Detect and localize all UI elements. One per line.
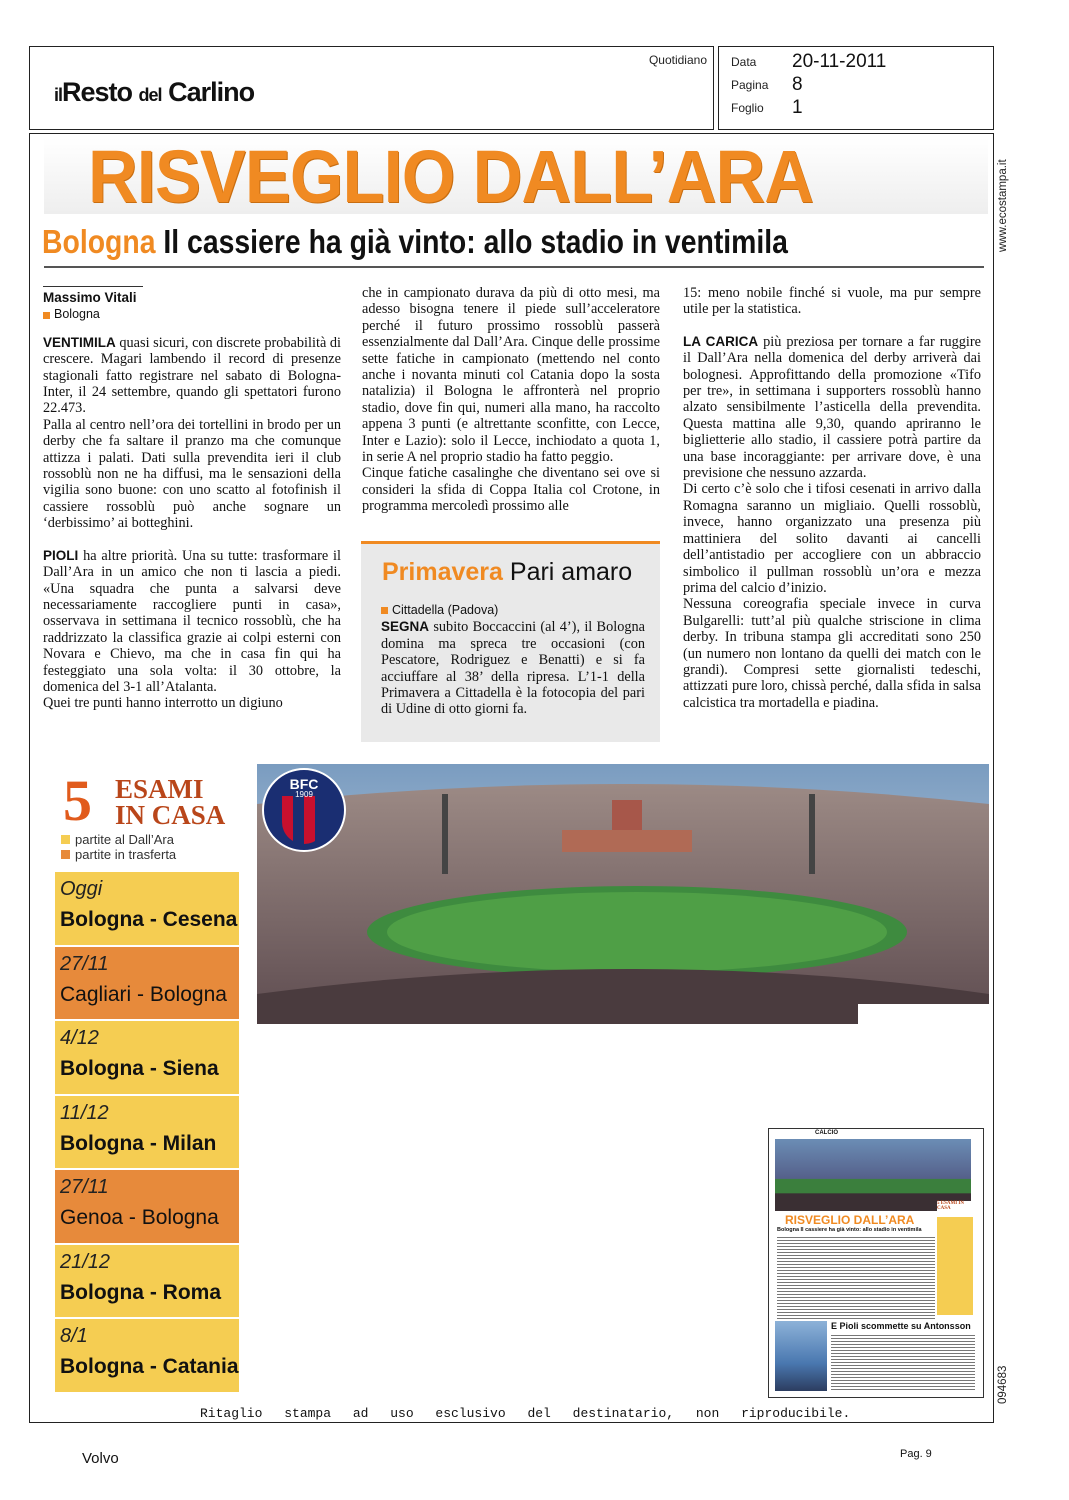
subheadline: Bologna Il cassiere ha già vinto: allo stadio in ventimila (42, 223, 788, 260)
paragraph: LA CARICA più preziosa per tornare a far ruggire il Dall’Ara nella domenica del derby arriverà dai bolognesi. Approfittando della promozione «Tifo per tre», in settimana i supporters rossoblù hanno alzato sensibilmente l’asticella della prevendita. Questa mattina alle 9,30, quando apriranno le biglietterie allo stadio, il cassiere potrà partire da una base incoraggiante: per arrivare dove, è una previsione che nessuno azzarda. (683, 333, 981, 482)
fixture-date: 11/12 (60, 1101, 109, 1124)
badge-letters: BFC (289, 776, 319, 792)
fixture-row (55, 1319, 239, 1392)
author-rule (43, 286, 143, 287)
page-value: 8 (792, 74, 803, 95)
fixture-teams: Bologna - Catania (60, 1355, 239, 1378)
paragraph: PIOLI ha altre priorità. Una su tutte: trasformare il Dall’Ara in un amico che non ti lascia a piedi. «Una squadra che punta a salvarsi deve necessariamente raccogliere punti in casa», osservava in settimana il tecnico rossoblù, che ha raddrizzato la classifica grazie ai colpi esterni con Novara e Chievo, ma che in casa fin qui ha festeggiato una sola volta: il 30 ottobre, la domenica del 3-1 all’Atalanta. (43, 547, 342, 695)
fixture-teams: Bologna - Milan (60, 1131, 217, 1155)
legend-home: partite al Dall’Ara (61, 832, 174, 847)
thumb-section: CALCIO (815, 1130, 838, 1136)
paragraph: VENTIMILA quasi sicuri, con discrete probabilità di crescere. Magari lambendo il record di presenze stagionali fatto registrare nel sabato di Bologna-Inter, il 24 settembre, quando gli spettatori furono 22.473. (43, 334, 342, 417)
badge-year: 1909 (295, 790, 313, 799)
fixtures-title-2: IN CASA (115, 800, 226, 830)
fixture-date: 21/12 (60, 1250, 111, 1273)
newspaper-logo: ilResto del Carlino (54, 77, 255, 107)
fixtures-title-1: ESAMI (115, 774, 204, 804)
author: Massimo Vitali (43, 290, 137, 305)
badge-shield (282, 796, 326, 844)
fixture-row (55, 872, 239, 945)
clip-code: 094683 (997, 1365, 1009, 1404)
bullet-square-icon (43, 312, 50, 319)
paragraph: 15: meno nobile finché si vuole, ma pur sempre utile per la statistica. (683, 285, 981, 318)
legend-away-swatch (61, 850, 70, 859)
fixture-row (55, 1245, 239, 1318)
paragraph: Di certo c’è solo che i tifosi cesenati in arrivo dalla Romagna saranno un migliaio. Quelli rossoblù, invece, hanno organizzato una presenza più mattiniera del solito davanti ai cancelli dell’antistadio per accogliere con un abbraccio simbolico il pullman rossoblù un’ora e mezza prima del calcio d’inizio. (683, 481, 981, 596)
thumb-headline: RISVEGLIO DALL’ARA (785, 1213, 915, 1227)
legend-away: partite in trasferta (61, 847, 176, 862)
page-label: Pagina (731, 78, 769, 92)
thumb-box-title: 5 ESAMI IN CASA (937, 1201, 964, 1211)
fixtures-box (53, 768, 246, 1400)
stadium-photo (257, 764, 989, 1024)
page-thumbnail (768, 1128, 984, 1398)
sheet-value: 1 (792, 97, 803, 118)
publication-type: Quotidiano (648, 53, 707, 67)
fixture-date: 4/12 (60, 1027, 99, 1049)
dateline: Bologna (43, 306, 341, 322)
article-column-2 (362, 285, 660, 515)
primavera-title: Primavera Pari amaro (382, 558, 633, 586)
thumb-fixtures (937, 1201, 973, 1315)
fixture-row (55, 1021, 239, 1094)
primavera-dateline: Cittadella (Padova) (381, 602, 645, 618)
paragraph: Palla al centro nell’ora dei tortellini in brodo per un derby che fa saltare il pranzo ma che comunque attizza i palati. Dati sulla prevendita ieri il club rossoblù non ne ha diffusi, ma le sensazioni della vigilia sono buone: con uno scatto al fotofinish il cassiere rossoblù può anche sognare un ‘derbissimo’ ai botteghini. (43, 416, 341, 532)
fixture-teams: Bologna - Cesena (60, 908, 238, 931)
headline-rule (44, 266, 984, 268)
paragraph: Quei tre punti hanno interrotto un digiuno (43, 695, 283, 712)
fixture-teams: Cagliari - Bologna (60, 982, 227, 1006)
site-watermark: www.ecostampa.it (997, 159, 1009, 252)
thumb-second-title: E Pioli scommette su Antonsson (831, 1321, 971, 1331)
page-number: Pag. 9 (900, 1448, 932, 1460)
header-left-box (29, 46, 714, 130)
stadium-illustration (257, 764, 989, 1024)
fixture-teams: Bologna - Roma (60, 1280, 221, 1304)
bfc-badge (262, 768, 346, 852)
thumb-subhead: Bologna Il cassiere ha già vinto: allo stadio in ventimila (777, 1227, 922, 1233)
paragraph: SEGNA subito Boccaccini (al 4’), il Bologna domina ma spreca tre occasioni (con Pescatore, Rodriguez e Benatti) e si fa acciuffare al 38’ della ripresa. L’1-1 della Primavera a Cittadella è la fotocopia del pari di Udine di otto giorni fa. (381, 619, 646, 718)
fixture-teams: Bologna - Siena (60, 1057, 219, 1080)
fixture-row (55, 1096, 239, 1169)
thumb-text-block (777, 1237, 935, 1321)
photo-white-corner (858, 1004, 989, 1024)
fixtures-number: 5 (63, 768, 92, 833)
fixture-date: 27/11 (60, 1176, 109, 1198)
fixture-row (55, 1170, 239, 1243)
copyright-note: Ritaglio stampa ad uso esclusivo del destinatario, non riproducibile. (200, 1406, 851, 1421)
thumb-second-text (831, 1335, 975, 1391)
paragraph: che in campionato durava da più di otto mesi, ma adesso bisogna tenere il piede sull’acceleratore perché il futuro prossimo rossoblù passerà essenzialmente dal Dall’Ara. Cinque delle prossime sette fatiche in campionato (mettendo nel conto anche i novanta minuti col Catania dopo la sosta natalizia) il Bologna le affronterà nel proprio stadio, dove fin qui, numeri alla mano, ha raccolto appena 3 punti (e altrettante sconfitte, con Lecce, Inter e Lazio): solo il Lecce, inchiodato a quota 1, in serie A nel proprio stadio ha fatto peggio. (362, 285, 660, 466)
date-value: 20-11-2011 (792, 51, 887, 72)
sheet-label: Foglio (731, 101, 764, 115)
date-label: Data (731, 55, 757, 69)
fixture-date: Oggi (60, 878, 103, 900)
article-column-3 (683, 285, 981, 711)
primavera-body (381, 602, 645, 718)
fixtures-list (55, 872, 239, 1400)
article-column-1 (43, 286, 341, 712)
header-right-box (718, 46, 994, 130)
headline: RISVEGLIO DALL’ARA (88, 135, 814, 218)
primavera-box (361, 541, 660, 742)
fixture-teams: Genoa - Bologna (60, 1206, 219, 1229)
client-name: Volvo (82, 1450, 119, 1467)
fixture-row (55, 947, 239, 1020)
legend-home-swatch (61, 835, 70, 844)
fixture-date: 27/11 (60, 952, 109, 975)
bullet-square-icon (381, 607, 388, 614)
fixture-date: 8/1 (60, 1325, 88, 1347)
thumb-player-photo (775, 1321, 827, 1391)
paragraph: Cinque fatiche casalinghe che diventano sei ove si consideri la sfida di Coppa Italia col Crotone, in programma mercoledì prossimo alle (362, 465, 660, 515)
paragraph: Nessuna coreografia speciale invece in curva Bulgarelli: tutt’al più qualche striscione in clima derby. In tribuna stampa gli accreditati sono 250 (un numero non lontano da quelli dei match con le grandi). Compresi sette giornalisti tedeschi, attizzati pure loro, chissà perché, dalla sfida in salsa calcistica tra mortadella e piadina. (683, 596, 981, 711)
